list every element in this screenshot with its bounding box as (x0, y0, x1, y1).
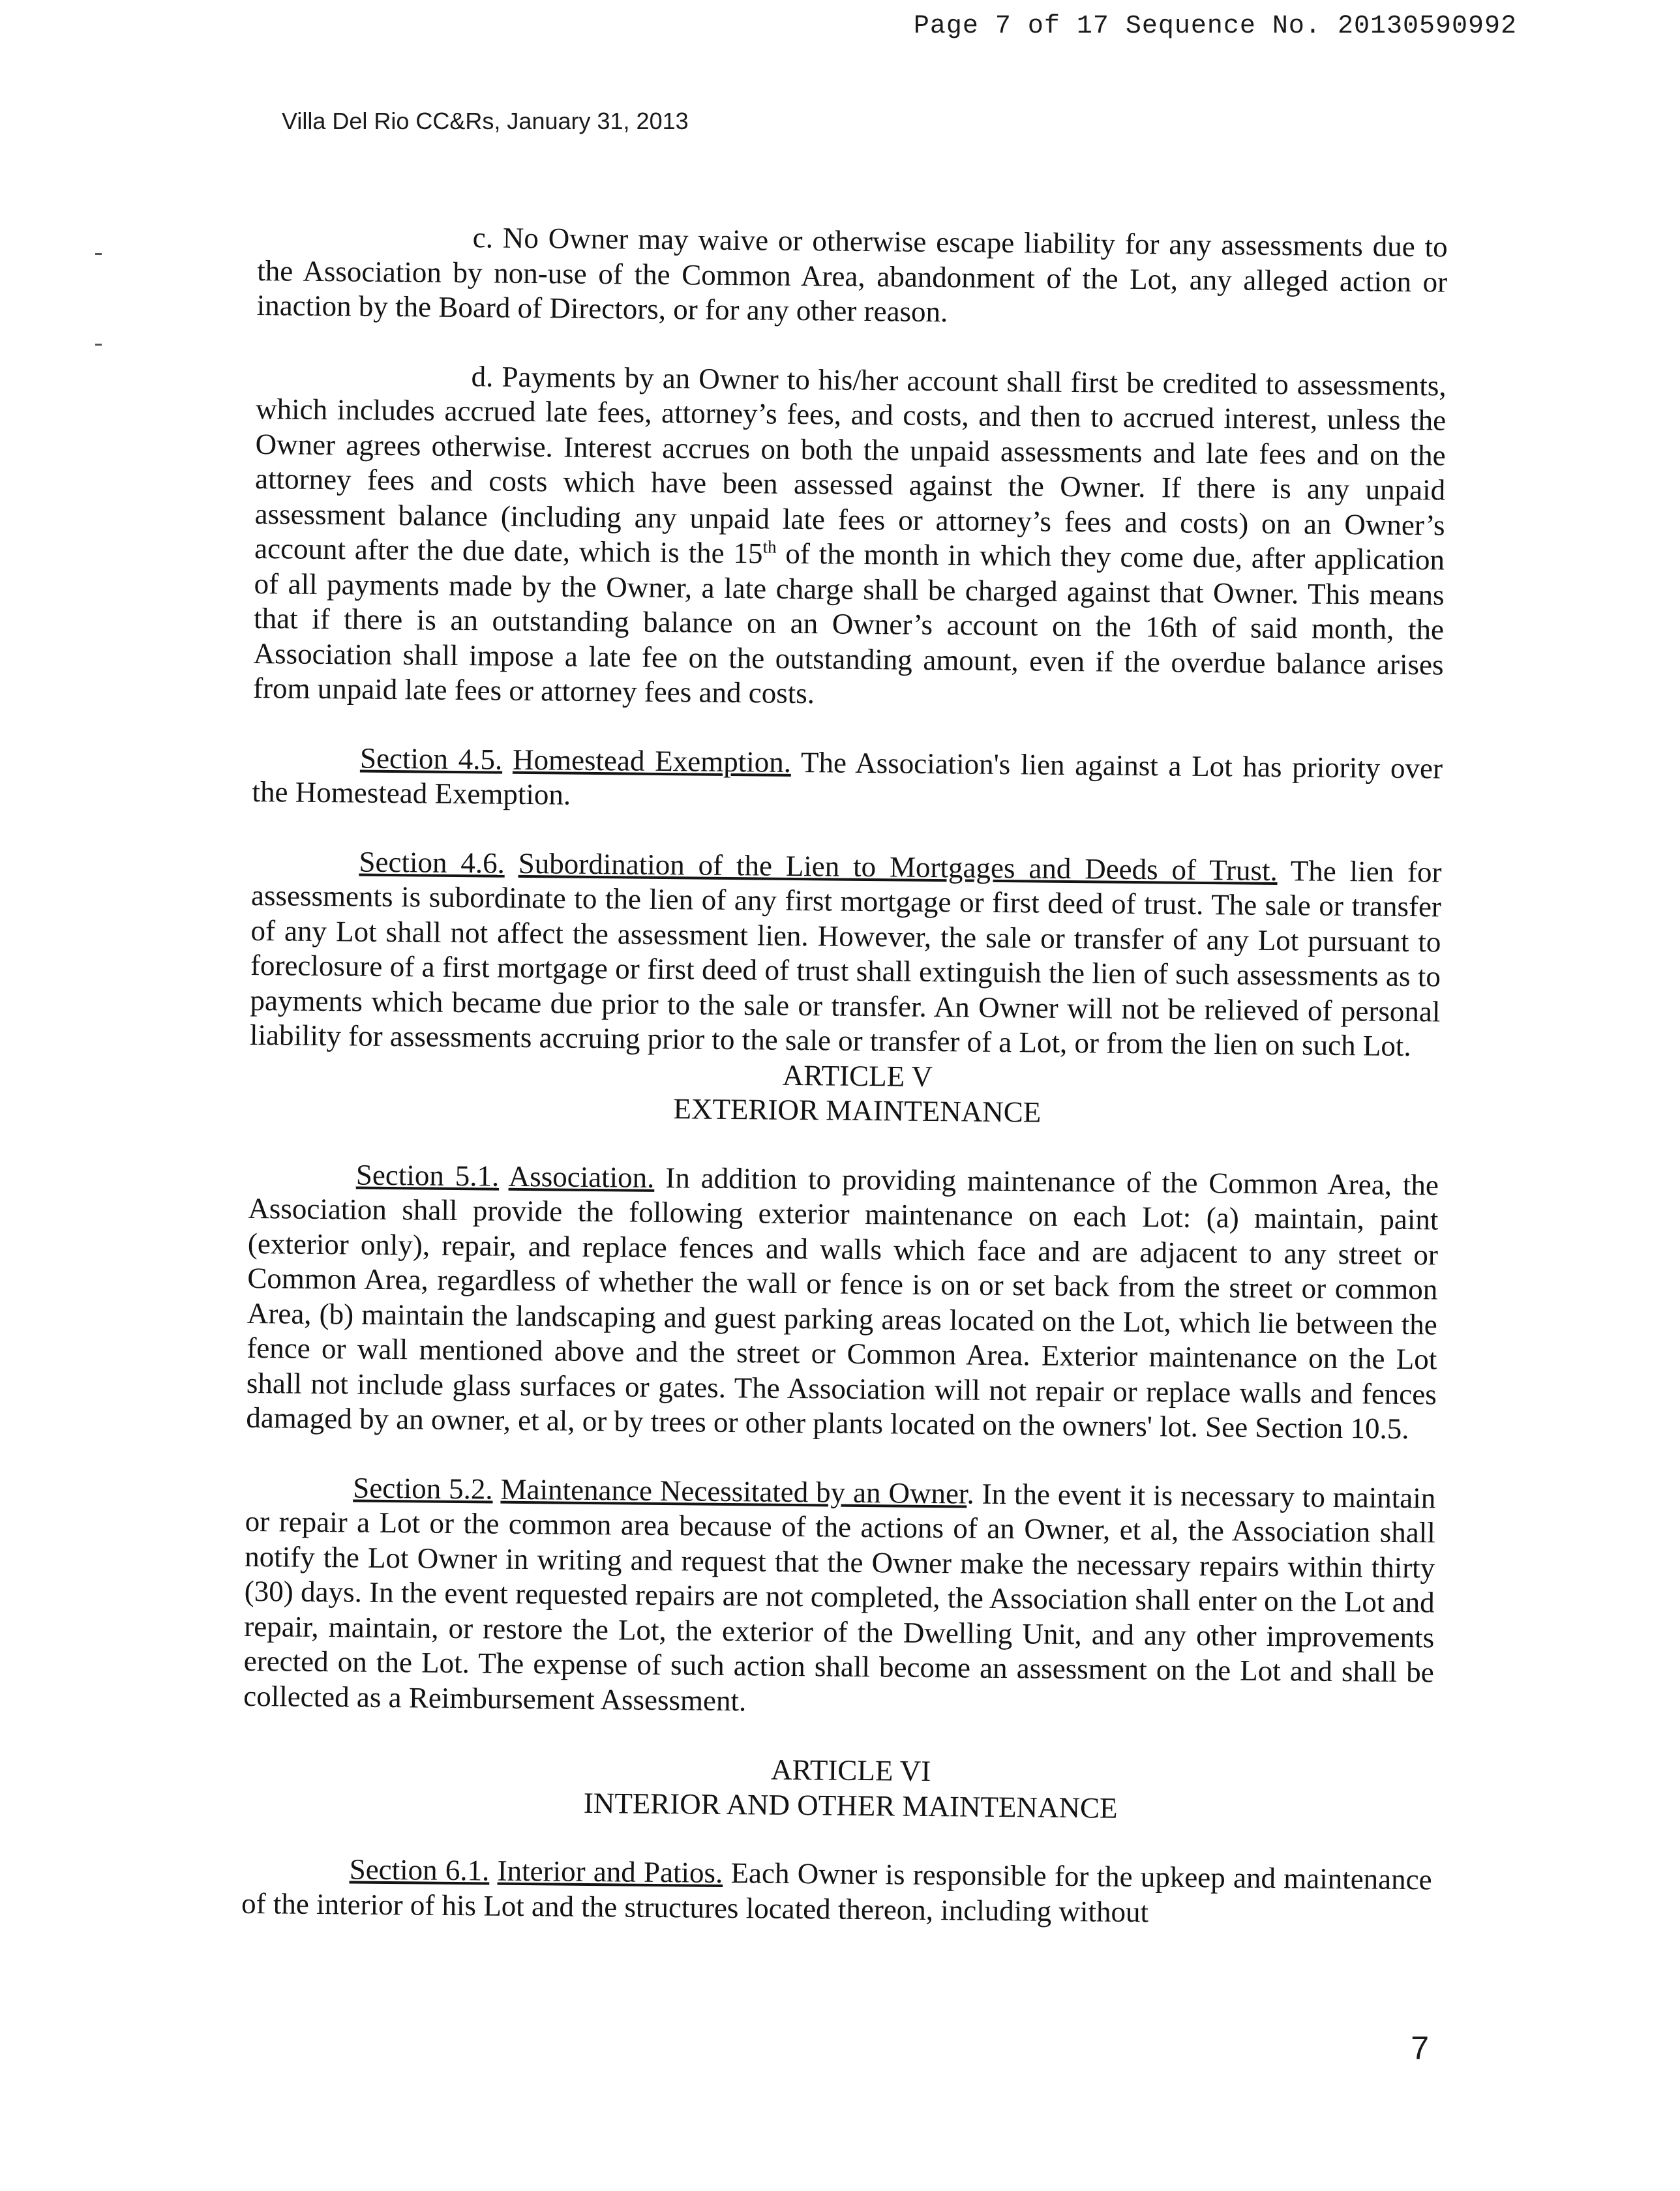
section-number: Section 6.1. (349, 1853, 490, 1887)
scan-mark (95, 253, 102, 255)
section-title: Association. (508, 1159, 655, 1194)
section-title: Subordination of the Lien to Mortgages and Deeds of Trust. (518, 846, 1278, 887)
section-number: Section 4.5. (359, 741, 503, 776)
ordinal-superscript: th (762, 537, 777, 557)
article-vi-label: ARTICLE VI (770, 1753, 931, 1788)
page-number: 7 (1411, 2030, 1429, 2066)
recording-stamp: Page 7 of 17 Sequence No. 20130590992 (913, 12, 1517, 41)
section-title: Interior and Patios. (497, 1854, 723, 1889)
section-text: In addition to providing maintenance of the Common Area, the Association shall provide the following exterior maintenance on each Lot: (a) maintain, paint (exterior only), repair, and replace fences and walls which face and are adjacent to any street or Common Area, regardless of whether the wall or fence is on or set back from the street or common Area, (b) maintain the landscaping and guest parking areas located on the Lot, which lie between the fence or wall mentioned above and the street or Common Area. Exterior maintenance on the Lot shall not include glass surfaces or gates. The Association will not repair or replace walls and fences damaged by an owner, et al, or by trees or other plants located on the owners' lot. See Section 10.5. (246, 1161, 1439, 1446)
paragraph-d-text-1: d. Payments by an Owner to his/her account shall first be credited to assessments, which includes accrued late fees, attorney’s fees, and costs, and then to accrued interest, unless the Owner agrees otherwise. Interest accrues on both the unpaid assessments and late fees and on the attorney fees and costs which have been assessed against the Owner. If there is any unpaid assessment balance (including any unpaid late fees or attorney’s fees and costs) on an Owner’s account after the due date, which is the 15 (254, 359, 1447, 570)
paragraph-d (253, 357, 1447, 717)
article-v-title: EXTERIOR MAINTENANCE (673, 1092, 1042, 1129)
section-title: Maintenance Necessitated by an Owner (500, 1472, 967, 1510)
section-text: Each Owner is responsible for the upkeep and maintenance of the interior of his Lot and the structures located thereon, including without (241, 1856, 1432, 1928)
section-title: Homestead Exemption. (512, 743, 792, 779)
scan-mark (95, 344, 102, 346)
section-4-5 (252, 739, 1443, 821)
section-4-6 (250, 843, 1442, 1064)
section-6-1 (241, 1851, 1432, 1933)
section-number: Section 5.1. (355, 1158, 500, 1193)
section-text: The Association's lien against a Lot has priority over the Homestead Exemption. (252, 745, 1443, 811)
article-vi-title: INTERIOR AND OTHER MAINTENANCE (583, 1786, 1118, 1825)
paragraph-d-text-2: of the month in which they come due, after application of all payments made by the Owner, a late charge shall be charged against that Owner. This means that if there is an outstanding balance on an Owner’s account on the 16th of said month, the Association shall impose a late fee on the outstanding amount, even if the overdue balance arises from unpaid late fees or attorney fees and costs. (252, 537, 1445, 710)
document-body (241, 218, 1447, 1966)
section-5-1 (246, 1156, 1439, 1446)
document-header: Villa Del Rio CC&Rs, January 31, 2013 (282, 108, 689, 134)
section-text: . In the event it is necessary to maintain or repair a Lot or the common area because of the actions of an Owner, et al, the Association shall notify the Lot Owner in writing and request that the Owner make the necessary repairs within thirty (30) days. In the event requested repairs are not completed, the Association shall enter on the Lot and repair, maintain, or restore the Lot, the exterior of the Dwelling Unit, and any other improvements erected on the Lot. The expense of such action shall become an assessment on the Lot and shall be collected as a Reimbursement Assessment. (243, 1477, 1436, 1717)
section-number: Section 4.6. (359, 845, 505, 880)
section-text: The lien for assessments is subordinate to the lien of any first mortgage or first deed of trust. The sale or transfer of any Lot shall not affect the assessment lien. However, the sale or transfer of any Lot pursuant to foreclosure of a first mortgage or first deed of trust shall extinguish the lien of such assessments as to payments which became due prior to the sale or transfer. An Owner will not be relieved of personal liability for assessments accruing prior to the sale or transfer of a Lot, or from the lien on such Lot. (249, 854, 1442, 1063)
section-number: Section 5.2. (353, 1470, 493, 1506)
article-v-label: ARTICLE V (782, 1058, 933, 1093)
section-5-2 (243, 1469, 1436, 1725)
paragraph-c: c. No Owner may waive or otherwise escape liability for any assessments due to the Association by non-use of the Common Area, abandonment of the Lot, any alleged action or inaction by the Board of Directors, or for any other reason. (256, 221, 1448, 329)
